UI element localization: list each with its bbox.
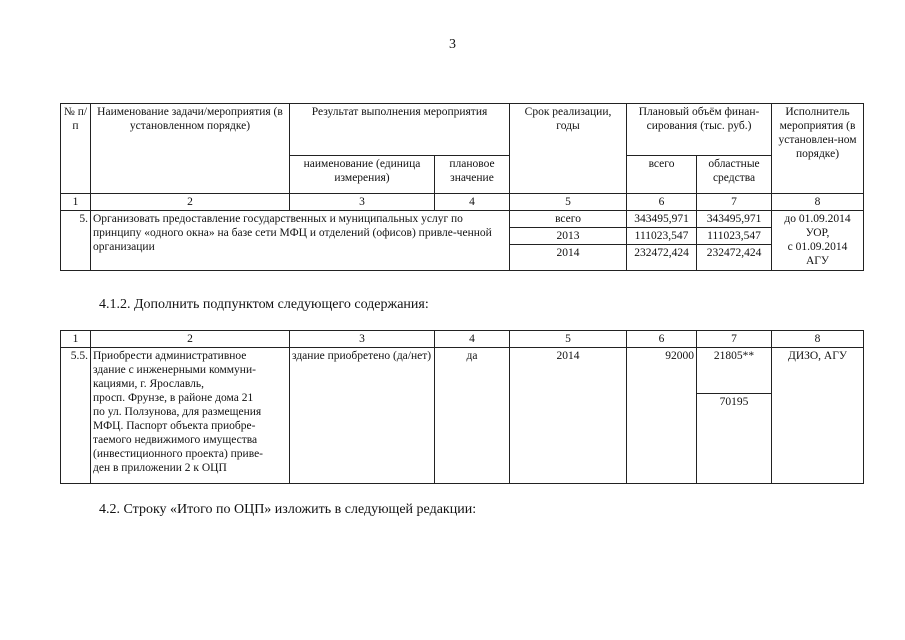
col-number: 3: [290, 194, 435, 211]
header-result-name: наименование (единица измерения): [290, 156, 435, 194]
program-table: [60, 103, 864, 271]
header-volume-total: всего: [627, 156, 697, 194]
row-name: Организовать предоставление государственных и муниципальных услуг по принципу «одного окна» на базе сети МФЦ и отделений (офисов) привле-ченной организации: [91, 211, 510, 271]
term-cell: 2013: [510, 228, 627, 245]
col-number: 2: [91, 331, 290, 348]
regional-cell: 21805**: [697, 348, 772, 394]
regional-cell: 343495,971: [697, 211, 772, 228]
row-executor: [772, 211, 864, 271]
name-line: здание с инженерными коммуни-: [93, 364, 256, 376]
row-num: 5.5.: [61, 348, 91, 484]
regional-cell: 70195: [697, 394, 772, 484]
header-result: Результат выполнения мероприятия: [290, 104, 510, 156]
col-number: 8: [772, 194, 864, 211]
col-number: 6: [627, 194, 697, 211]
name-line: по ул. Ползунова, для размещения: [93, 406, 262, 418]
addition-table: [60, 330, 864, 484]
header-result-value: плановое значение: [435, 156, 510, 194]
total-cell: 92000: [627, 348, 697, 484]
row-executor: ДИЗО, АГУ: [772, 348, 864, 484]
name-line: Приобрести административное: [93, 350, 247, 362]
header-executor: Исполнитель мероприятия (в установлен-ном порядке): [772, 104, 864, 194]
col-number: 3: [290, 331, 435, 348]
term-cell: всего: [510, 211, 627, 228]
col-number: 7: [697, 331, 772, 348]
total-cell: 111023,547: [627, 228, 697, 245]
header-num: № п/п: [61, 104, 91, 194]
col-number: 4: [435, 331, 510, 348]
executor-line: с 01.09.2014: [787, 241, 848, 253]
executor-line: АГУ: [805, 255, 830, 267]
header-term: Срок реализации, годы: [510, 104, 627, 194]
regional-cell: 232472,424: [697, 245, 772, 271]
name-line: просп. Фрунзе, в районе дома 21: [93, 392, 254, 404]
col-number: 1: [61, 331, 91, 348]
name-line: таемого недвижимого имущества: [93, 434, 258, 446]
paragraph-4-1-2: 4.1.2. Дополнить подпунктом следующего содержания:: [99, 297, 429, 312]
col-number: 4: [435, 194, 510, 211]
total-cell: 232472,424: [627, 245, 697, 271]
term-cell: 2014: [510, 348, 627, 484]
paragraph-4-2: 4.2. Строку «Итого по ОЦП» изложить в следующей редакции:: [99, 502, 477, 517]
header-volume-regional: областные средства: [697, 156, 772, 194]
name-line: кациями, г. Ярославль,: [93, 378, 205, 390]
col-number: 1: [61, 194, 91, 211]
col-number: 2: [91, 194, 290, 211]
col-number: 5: [510, 331, 627, 348]
row-name: [91, 348, 290, 484]
col-number: 7: [697, 194, 772, 211]
name-line: ден в приложении 2 к ОЦП: [93, 462, 227, 474]
regional-cell: 111023,547: [697, 228, 772, 245]
header-name: Наименование задачи/мероприятия (в установленном порядке): [91, 104, 290, 194]
total-cell: 343495,971: [627, 211, 697, 228]
result-name: здание приобретено (да/нет): [290, 348, 435, 484]
row-num: 5.: [61, 211, 91, 271]
name-line: МФЦ. Паспорт объекта приобре-: [93, 420, 256, 432]
header-volume: Плановый объём финан-сирования (тыс. руб.): [627, 104, 772, 156]
page-number: 3: [449, 37, 456, 52]
col-number: 8: [772, 331, 864, 348]
executor-line: УОР,: [805, 227, 830, 239]
term-cell: 2014: [510, 245, 627, 271]
executor-line: до 01.09.2014: [784, 213, 851, 225]
result-value: да: [435, 348, 510, 484]
col-number: 5: [510, 194, 627, 211]
name-line: (инвестиционного проекта) приве-: [93, 448, 264, 460]
col-number: 6: [627, 331, 697, 348]
